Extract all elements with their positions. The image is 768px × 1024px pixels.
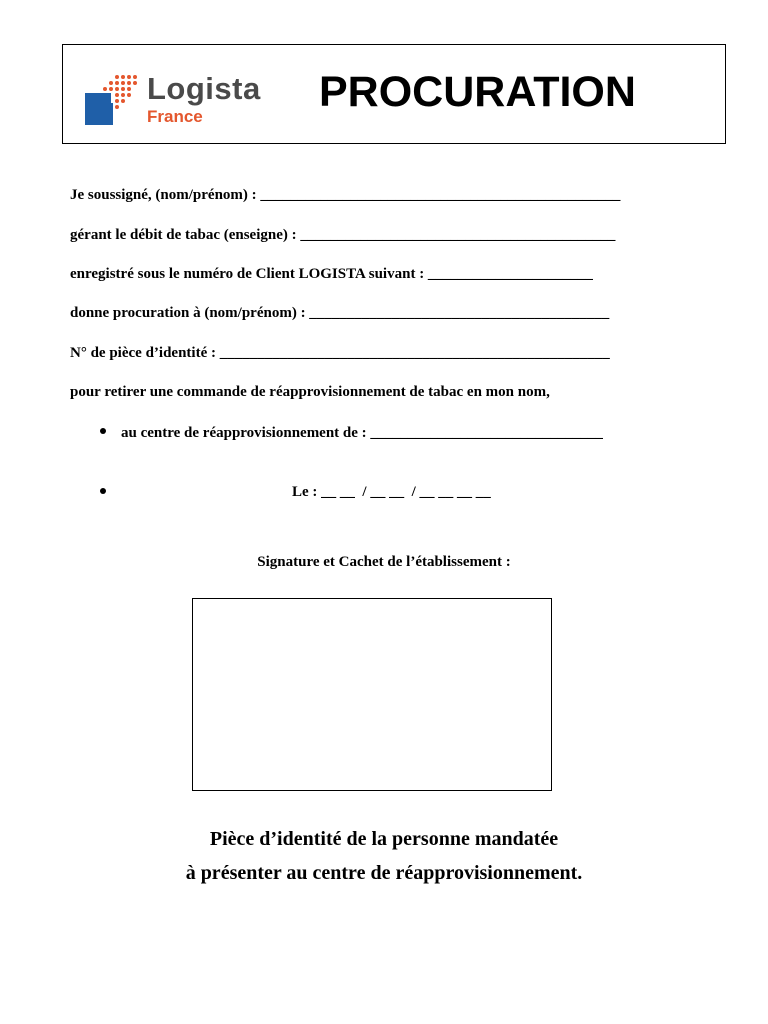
field-declarant-name[interactable]: Je soussigné, (nom/prénom) : ________________________________________________ bbox=[70, 187, 621, 203]
field-date[interactable]: Le : __ __ / __ __ / __ __ __ __ bbox=[292, 484, 491, 500]
field-proxy-name[interactable]: donne procuration à (nom/prénom) : ________________________________________ bbox=[70, 305, 610, 321]
signature-box[interactable] bbox=[192, 598, 552, 791]
footer-line-1: Pièce d’identité de la personne mandatée bbox=[209, 828, 559, 850]
header-box bbox=[62, 44, 726, 144]
bullet-icon bbox=[100, 488, 106, 494]
field-id-number[interactable]: N° de pièce d’identité : ____________________________________________________ bbox=[70, 345, 610, 361]
field-supply-center[interactable]: au centre de réapprovisionnement de : _______________________________ bbox=[121, 425, 603, 441]
logo-subtitle: France bbox=[147, 107, 203, 126]
purpose-statement: pour retirer une commande de réapprovisionnement de tabac en mon nom, bbox=[70, 384, 550, 400]
logista-logo bbox=[81, 57, 291, 133]
logo-wordmark: Logista bbox=[147, 71, 261, 106]
footer-line-2: à présenter au centre de réapprovisionnement. bbox=[185, 862, 583, 884]
bullet-icon bbox=[100, 428, 106, 434]
signature-label: Signature et Cachet de l’établissement : bbox=[257, 554, 511, 570]
field-shop-name[interactable]: gérant le débit de tabac (enseigne) : __________________________________________ bbox=[70, 227, 616, 243]
document-title: PROCURATION bbox=[319, 68, 636, 116]
field-client-number[interactable]: enregistré sous le numéro de Client LOGISTA suivant : ______________________ bbox=[70, 266, 593, 282]
logo-mark-icon bbox=[81, 65, 145, 131]
